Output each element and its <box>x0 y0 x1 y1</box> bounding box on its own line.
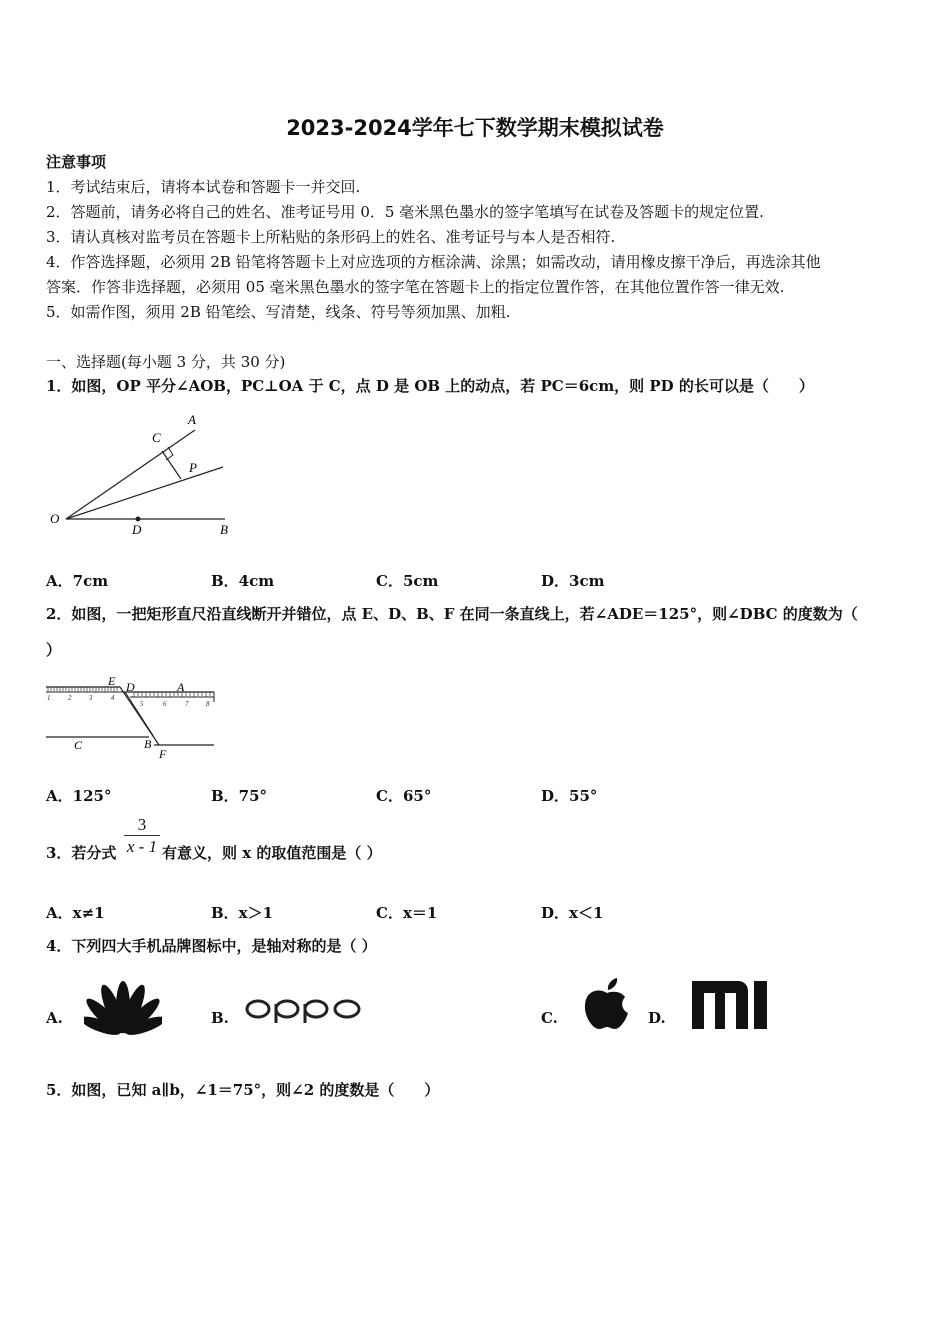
label-b: B <box>220 522 228 537</box>
question-3-prefix: 3．若分式 <box>46 844 117 862</box>
label-d: D <box>132 522 142 537</box>
label-a: A <box>177 680 185 694</box>
ruler-tick: 5 <box>140 700 144 708</box>
ruler-tick: 8 <box>206 700 210 708</box>
label-d: D <box>126 680 135 694</box>
huawei-logo-icon <box>84 977 162 1037</box>
q1-option-a[interactable]: A．7cm <box>46 572 109 590</box>
fraction-denominator: x - 1 <box>126 837 158 856</box>
q3-option-a[interactable]: A．x≠1 <box>46 904 105 922</box>
q1-option-d[interactable]: D．3cm <box>541 572 605 590</box>
page-title: 2023-2024学年七下数学期末模拟试卷 <box>286 116 664 140</box>
question-3-suffix: 有意义，则 x 的取值范围是（ ） <box>162 844 382 862</box>
label-p: P <box>189 460 197 475</box>
question-2-stem: 2．如图，一把矩形直尺沿直线断开并错位，点 E、D、B、F 在同一条直线上，若∠ADE＝125°，则∠DBC 的度数为（ <box>46 605 858 623</box>
oppo-logo-icon <box>244 996 364 1026</box>
notice-item: 2．答题前，请务必将自己的姓名、准考证号用 0．5 毫米黑色墨水的签字笔填写在试卷及答题卡的规定位置. <box>46 203 764 221</box>
q2-option-b[interactable]: B．75° <box>211 787 268 805</box>
notice-item: 答案．作答非选择题，必须用 05 毫米黑色墨水的签字笔在答题卡上的指定位置作答，在其他位置作答一律无效. <box>46 278 785 296</box>
q2-option-c[interactable]: C．65° <box>376 787 432 805</box>
label-b: B <box>144 737 152 751</box>
ruler-tick: 6 <box>163 700 167 708</box>
notice-item: 4．作答选择题，必须用 2B 铅笔将答题卡上对应选项的方框涂满、涂黑；如需改动，请用橡皮擦干净后，再选涂其他 <box>46 253 821 271</box>
q2-option-a[interactable]: A．125° <box>46 787 112 805</box>
q4-option-c[interactable]: C. <box>541 1009 558 1027</box>
q4-option-a[interactable]: A. <box>46 1009 63 1027</box>
q4-option-d[interactable]: D. <box>648 1009 666 1027</box>
question-4-stem: 4．下列四大手机品牌图标中，是轴对称的是（ ） <box>46 937 377 955</box>
label-e: E <box>108 674 116 688</box>
apple-logo-icon <box>582 977 632 1031</box>
notice-heading: 注意事项 <box>46 153 107 171</box>
q3-option-c[interactable]: C．x＝1 <box>376 904 438 922</box>
ruler-tick: 3 <box>89 694 93 702</box>
label-a: A <box>188 412 196 427</box>
label-c: C <box>152 430 161 445</box>
ruler-tick: 7 <box>185 700 189 708</box>
question-2-stem-cont: ） <box>46 641 62 659</box>
q3-option-b[interactable]: B．x＞1 <box>211 904 274 922</box>
mi-logo-icon <box>690 979 778 1031</box>
question-2-figure <box>44 672 219 760</box>
label-o: O <box>50 511 60 526</box>
q4-option-b[interactable]: B. <box>211 1009 229 1027</box>
question-5-stem: 5．如图，已知 a∥b，∠1＝75°，则∠2 的度数是（ ） <box>46 1081 440 1099</box>
notice-item: 5．如需作图，须用 2B 铅笔绘、写清楚，线条、符号等须加黑、加粗. <box>46 303 511 321</box>
ruler-tick: 4 <box>111 694 115 702</box>
ruler-tick: 1 <box>47 694 51 702</box>
q1-option-b[interactable]: B．4cm <box>211 572 275 590</box>
q2-option-d[interactable]: D．55° <box>541 787 598 805</box>
ruler-tick: 2 <box>68 694 72 702</box>
label-f: F <box>159 747 167 760</box>
q1-option-c[interactable]: C．5cm <box>376 572 439 590</box>
section-heading: 一、选择题(每小题 3 分，共 30 分) <box>46 353 286 371</box>
q3-option-d[interactable]: D．x＜1 <box>541 904 604 922</box>
question-1-stem: 1．如图，OP 平分∠AOB，PC⊥OA 于 C，点 D 是 OB 上的动点，若 PC＝6cm，则 PD 的长可以是（ ） <box>46 377 814 395</box>
fraction-numerator: 3 <box>124 815 160 836</box>
label-c: C <box>74 738 83 752</box>
notice-item: 1．考试结束后，请将本试卷和答题卡一并交回. <box>46 178 361 196</box>
fraction <box>124 815 160 858</box>
notice-item: 3．请认真核对监考员在答题卡上所粘贴的条形码上的姓名、准考证号与本人是否相符. <box>46 228 616 246</box>
question-1-figure <box>40 405 250 545</box>
